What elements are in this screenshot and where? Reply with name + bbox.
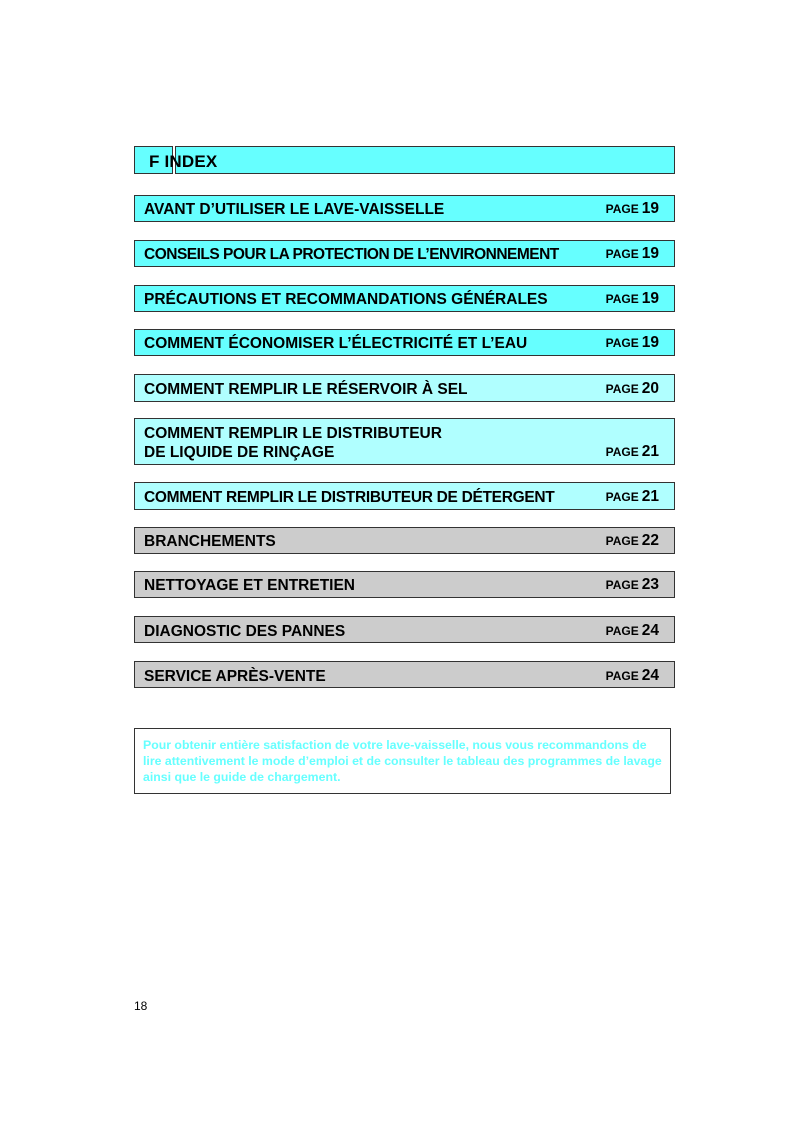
toc-entry[interactable] bbox=[134, 527, 675, 554]
toc-entry-page: PAGE 22 bbox=[605, 532, 659, 549]
toc-entry-page: PAGE 19 bbox=[605, 334, 659, 351]
toc-entry[interactable] bbox=[134, 240, 675, 267]
toc-entry-page: PAGE 23 bbox=[605, 576, 659, 593]
toc-entry-page: PAGE 20 bbox=[605, 380, 659, 397]
toc-entry-label: COMMENT ÉCONOMISER L’ÉLECTRICITÉ ET L’EAU bbox=[144, 335, 528, 352]
advice-note-text: Pour obtenir entière satisfaction de votre lave-vaisselle, nous vous recommandons de lire attentivement le mode d’emploi et de consulter le tableau des programmes de lavage ainsi que le guide de chargement. bbox=[143, 738, 662, 784]
toc-entry-page: PAGE 21 bbox=[605, 488, 659, 505]
toc-entry-label: CONSEILS POUR LA PROTECTION DE L’ENVIRONNEMENT bbox=[144, 246, 559, 263]
toc-entry-page: PAGE 24 bbox=[605, 667, 659, 684]
toc-entry-label: PRÉCAUTIONS ET RECOMMANDATIONS GÉNÉRALES bbox=[144, 291, 548, 308]
toc-entry-label: COMMENT REMPLIR LE DISTRIBUTEUR DE DÉTERGENT bbox=[144, 489, 555, 506]
toc-entry-label: COMMENT REMPLIR LE RÉSERVOIR À SEL bbox=[144, 381, 468, 398]
toc-entry-page: PAGE 21 bbox=[605, 443, 659, 460]
index-header bbox=[134, 146, 675, 174]
toc-entry-label: BRANCHEMENTS bbox=[144, 533, 276, 550]
toc-entry-page: PAGE 19 bbox=[605, 290, 659, 307]
toc-entry-label: AVANT D’UTILISER LE LAVE-VAISSELLE bbox=[144, 201, 445, 218]
toc-entry-label-line2: DE LIQUIDE DE RINÇAGE bbox=[144, 444, 335, 461]
toc-entry[interactable] bbox=[134, 616, 675, 643]
toc-entry-page: PAGE 19 bbox=[605, 200, 659, 217]
advice-note bbox=[134, 728, 671, 794]
toc-entry[interactable] bbox=[134, 374, 675, 402]
toc-entry-label-line1: COMMENT REMPLIR LE DISTRIBUTEUR bbox=[144, 425, 442, 442]
page-number: 18 bbox=[134, 999, 148, 1013]
toc-entry[interactable] bbox=[134, 571, 675, 598]
toc-entry-page: PAGE 24 bbox=[605, 622, 659, 639]
toc-entry[interactable] bbox=[134, 482, 675, 510]
toc-entry-page: PAGE 19 bbox=[605, 245, 659, 262]
toc-entry[interactable] bbox=[134, 661, 675, 688]
toc-entry-label: DIAGNOSTIC DES PANNES bbox=[144, 623, 346, 640]
toc-entry[interactable] bbox=[134, 418, 675, 465]
toc-entry-label: SERVICE APRÈS-VENTE bbox=[144, 668, 326, 685]
toc-entry[interactable] bbox=[134, 195, 675, 222]
toc-entry[interactable] bbox=[134, 285, 675, 312]
toc-entry[interactable] bbox=[134, 329, 675, 356]
toc-entry-label: NETTOYAGE ET ENTRETIEN bbox=[144, 577, 356, 594]
index-title: F INDEX bbox=[149, 152, 218, 171]
